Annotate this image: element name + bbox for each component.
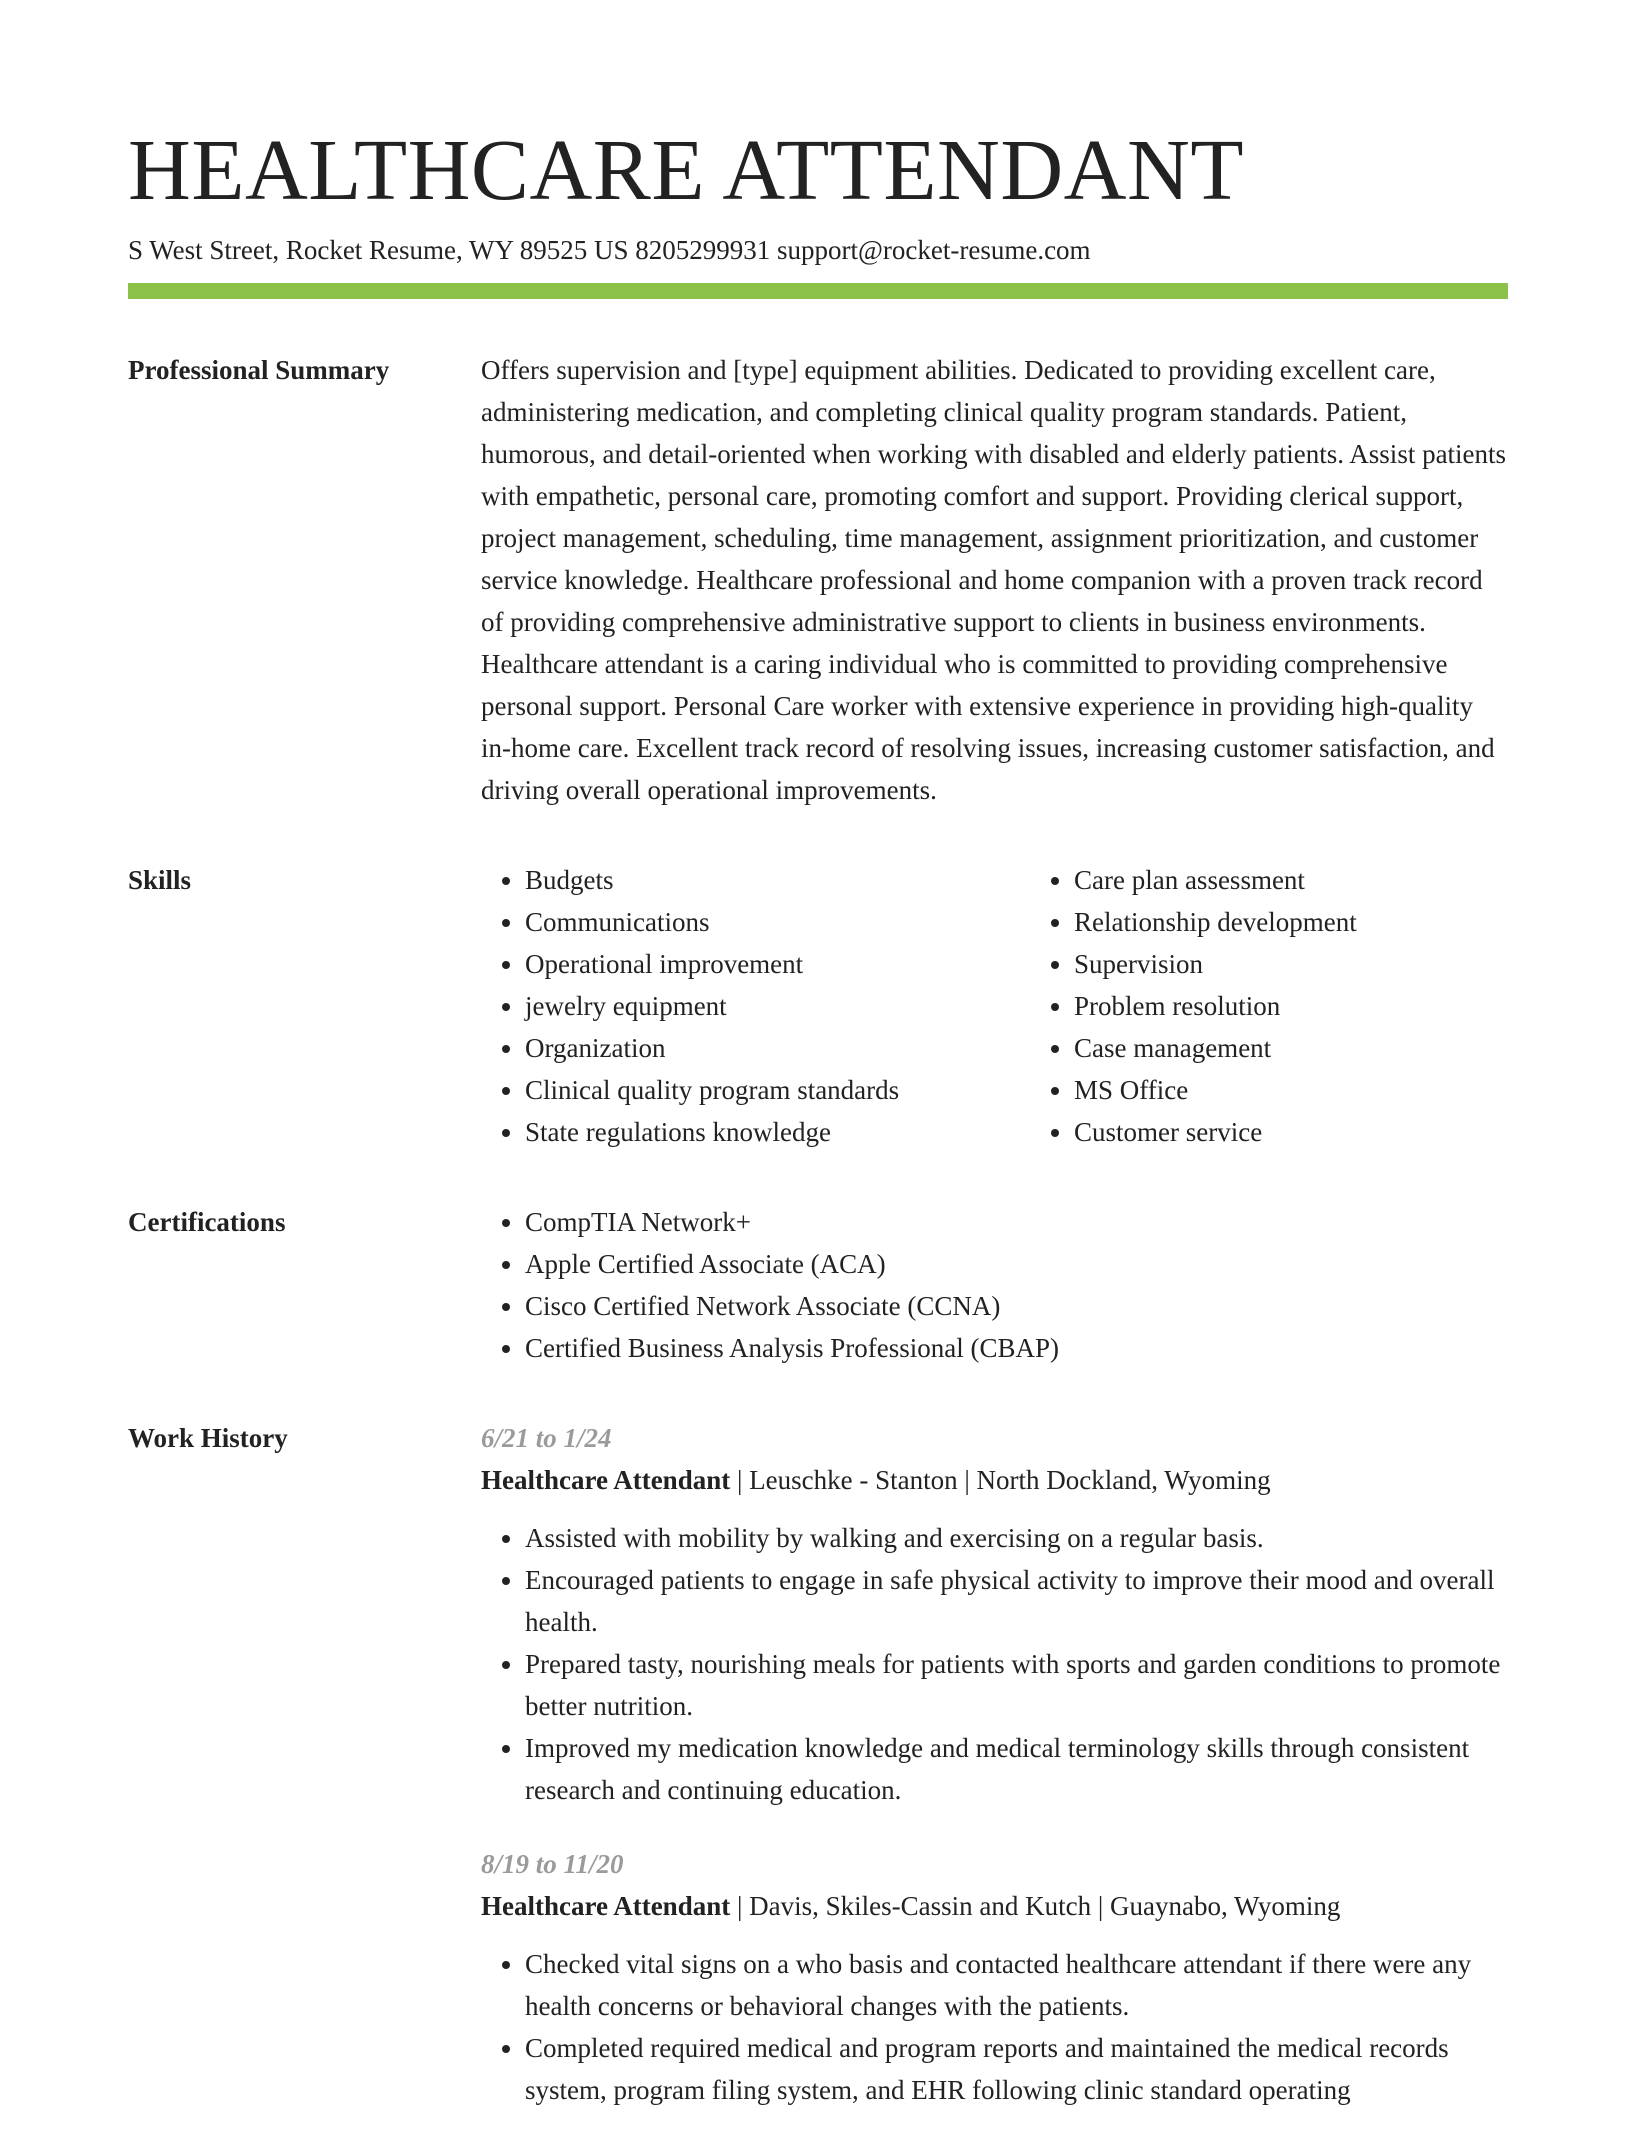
skill-item: • Case management [1074, 1027, 1508, 1069]
skill-item: • Customer service [1074, 1111, 1508, 1153]
skill-item: • Budgets [525, 859, 1030, 901]
skill-item: • Operational improvement [525, 943, 1030, 985]
certification-item: • Apple Certified Associate (ACA) [525, 1243, 1508, 1285]
job-dates: 8/19 to 11/20 [481, 1849, 624, 1879]
job-bullet: • Prepared tasty, nourishing meals for patients with sports and garden conditions to promote better nutrition. [525, 1643, 1508, 1727]
certifications-list [481, 1201, 1508, 1369]
skill-item: • MS Office [1074, 1069, 1508, 1111]
job-title-line [481, 1885, 1508, 1927]
resume-page [128, 118, 1508, 2129]
skill-item: • Problem resolution [1074, 985, 1508, 1027]
section-label-work-history: Work History [128, 1423, 288, 1453]
job-bullets [481, 1943, 1508, 2111]
section-label-summary: Professional Summary [128, 355, 390, 385]
summary-text: Offers supervision and [type] equipment abilities. Dedicated to providing excellent care, administering medication, and completing clinical quality program standards. Patient, humorous, and detail-oriented when working with disabled and elderly patients. Assist patients with empathetic, personal care, promoting comfort and support. Providing clerical support, project management, scheduling, time management, assignment prioritization, and customer service knowledge. Healthcare professional and home companion with a proven track record of providing comprehensive administrative support to clients in business environments. Healthcare attendant is a caring individual who is committed to providing comprehensive personal support. Personal Care worker with extensive experience in providing high-quality in-home care. Excellent track record of resolving issues, increasing customer satisfaction, and driving overall operational improvements. [481, 355, 1507, 805]
certifications-section [128, 1201, 1508, 1369]
summary-section [128, 349, 1508, 811]
job-entry [481, 1417, 1508, 1811]
job-title: Healthcare Attendant [481, 1465, 731, 1495]
job-details: | Leuschke - Stanton | North Dockland, Wyoming [730, 1465, 1271, 1495]
skill-item: • State regulations knowledge [525, 1111, 1030, 1153]
work-history-section [128, 1417, 1508, 2129]
skill-item: • Care plan assessment [1074, 859, 1508, 901]
skill-item: • Relationship development [1074, 901, 1508, 943]
job-bullet: • Completed required medical and program reports and maintained the medical records system, program filing system, and EHR following clinic standard operating [525, 2027, 1508, 2111]
section-label-skills: Skills [128, 865, 192, 895]
section-label-certifications: Certifications [128, 1207, 286, 1237]
job-dates: 6/21 to 1/24 [481, 1423, 612, 1453]
job-title-line [481, 1459, 1508, 1501]
skills-section [128, 859, 1508, 1153]
skills-list-right [1030, 859, 1508, 1153]
job-details: | Davis, Skiles-Cassin and Kutch | Guaynabo, Wyoming [730, 1891, 1341, 1921]
resume-name: HEALTHCARE ATTENDANT [128, 121, 1244, 218]
skill-item: • jewelry equipment [525, 985, 1030, 1027]
skill-item: • Organization [525, 1027, 1030, 1069]
job-entry [481, 1843, 1508, 2111]
job-title: Healthcare Attendant [481, 1891, 731, 1921]
job-bullets [481, 1517, 1508, 1811]
job-bullet: • Improved my medication knowledge and medical terminology skills through consistent research and continuing education. [525, 1727, 1508, 1811]
skill-item: • Communications [525, 901, 1030, 943]
job-bullet: • Assisted with mobility by walking and exercising on a regular basis. [525, 1517, 1508, 1559]
accent-divider [128, 283, 1508, 299]
contact-line: S West Street, Rocket Resume, WY 89525 US 8205299931 support@rocket-resume.com [128, 235, 1091, 265]
skills-list-left [481, 859, 1030, 1153]
skill-item: • Supervision [1074, 943, 1508, 985]
certification-item: • Cisco Certified Network Associate (CCNA) [525, 1285, 1508, 1327]
certification-item: • CompTIA Network+ [525, 1201, 1508, 1243]
job-bullet: • Encouraged patients to engage in safe physical activity to improve their mood and overall health. [525, 1559, 1508, 1643]
job-bullet: • Checked vital signs on a who basis and contacted healthcare attendant if there were any health concerns or behavioral changes with the patients. [525, 1943, 1508, 2027]
skill-item: • Clinical quality program standards [525, 1069, 1030, 1111]
certification-item: • Certified Business Analysis Professional (CBAP) [525, 1327, 1508, 1369]
